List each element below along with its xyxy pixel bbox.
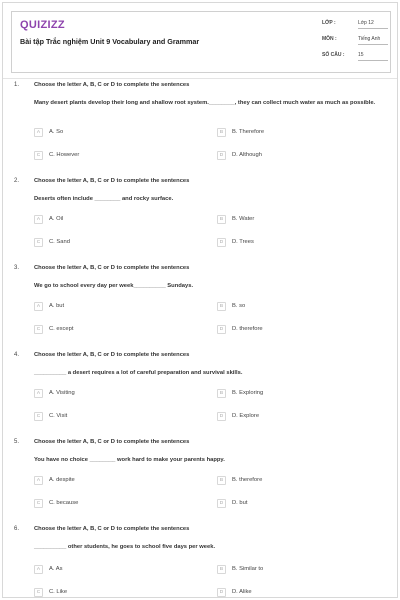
meta-value-count: 15	[358, 52, 364, 58]
option-letter-box: B	[217, 565, 226, 574]
option-letter-box: D	[217, 325, 226, 334]
option-letter-box: D	[217, 588, 226, 597]
option-letter-box: A	[34, 389, 43, 398]
option-text: A. but	[49, 303, 65, 309]
option-text: A. As	[49, 566, 63, 572]
option-text: D. but	[232, 500, 248, 506]
option-text: C. Visit	[49, 413, 68, 419]
option-letter-box: B	[217, 302, 226, 311]
option-letter-box: A	[34, 302, 43, 311]
meta-label-subject: MÔN :	[322, 36, 337, 42]
question-number: 6.	[14, 526, 20, 532]
option-letter-box: B	[217, 476, 226, 485]
option-letter-box: B	[217, 389, 226, 398]
option-text: A. Visiting	[49, 390, 75, 396]
option-text: C. Like	[49, 589, 68, 595]
option-letter-box: C	[34, 325, 43, 334]
option-text: D. Alike	[232, 589, 252, 595]
option-text: A. Oil	[49, 216, 64, 222]
worksheet-header	[11, 11, 391, 73]
option-letter-box: C	[34, 238, 43, 247]
option-letter-box: C	[34, 412, 43, 421]
meta-label-count: SỐ CÂU :	[322, 52, 345, 58]
meta-underline	[358, 44, 388, 45]
option-letter-box: B	[217, 128, 226, 137]
option-text: A. So	[49, 129, 64, 135]
question-number: 3.	[14, 265, 20, 271]
meta-underline	[358, 60, 388, 61]
question-text: __________ other students, he goes to school five days per week.	[34, 544, 216, 550]
question-number: 5.	[14, 439, 20, 445]
option-text: C. because	[49, 500, 79, 506]
question-instruction: Choose the letter A, B, C or D to complete the sentences	[34, 439, 190, 445]
worksheet-title: Bài tập Trắc nghiệm Unit 9 Vocabulary and Grammar	[20, 37, 200, 46]
option-text: D. Explore	[232, 413, 260, 419]
option-letter-box: D	[217, 412, 226, 421]
meta-value-subject: Tiếng Anh	[358, 36, 381, 42]
option-letter-box: A	[34, 128, 43, 137]
question-text: We go to school every day per week__________ Sundays.	[34, 283, 194, 289]
question-instruction: Choose the letter A, B, C or D to complete the sentences	[34, 526, 190, 532]
option-text: C. except	[49, 326, 74, 332]
question-number: 4.	[14, 352, 20, 358]
option-letter-box: A	[34, 476, 43, 485]
question-instruction: Choose the letter A, B, C or D to complete the sentences	[34, 352, 190, 358]
option-letter-box: A	[34, 565, 43, 574]
quizizz-logo: QUIZIZZ	[20, 19, 65, 31]
question-number: 2.	[14, 178, 20, 184]
option-text: D. therefore	[232, 326, 263, 332]
option-letter-box: C	[34, 151, 43, 160]
question-instruction: Choose the letter A, B, C or D to complete the sentences	[34, 178, 190, 184]
option-letter-box: B	[217, 215, 226, 224]
option-text: B. Water	[232, 216, 255, 222]
option-text: C. However	[49, 152, 80, 158]
option-letter-box: C	[34, 499, 43, 508]
option-text: D. Although	[232, 152, 262, 158]
option-letter-box: A	[34, 215, 43, 224]
question-text: You have no choice ________ work hard to make your parents happy.	[34, 457, 225, 463]
question-text: Many desert plants develop their long and shallow root system.________, they can collect much water as much as possible.	[34, 100, 376, 106]
option-text: B. so	[232, 303, 246, 309]
option-text: B. therefore	[232, 477, 263, 483]
meta-value-class: Lớp 12	[358, 20, 374, 26]
option-text: B. Exploring	[232, 390, 264, 396]
meta-underline	[358, 28, 388, 29]
option-text: B. Therefore	[232, 129, 265, 135]
option-letter-box: C	[34, 588, 43, 597]
meta-label-class: LỚP :	[322, 20, 336, 26]
worksheet-page	[2, 2, 398, 598]
option-letter-box: D	[217, 151, 226, 160]
option-text: A. despite	[49, 477, 75, 483]
option-letter-box: D	[217, 238, 226, 247]
question-instruction: Choose the letter A, B, C or D to complete the sentences	[34, 265, 190, 271]
option-text: D. Trees	[232, 239, 254, 245]
question-text: Deserts often include ________ and rocky surface.	[34, 196, 174, 202]
option-text: B. Similar to	[232, 566, 264, 572]
question-text: __________ a desert requires a lot of careful preparation and survival skills.	[34, 370, 243, 376]
header-divider	[3, 78, 398, 79]
question-instruction: Choose the letter A, B, C or D to complete the sentences	[34, 82, 190, 88]
question-number: 1.	[14, 82, 20, 88]
option-letter-box: D	[217, 499, 226, 508]
option-text: C. Sand	[49, 239, 70, 245]
